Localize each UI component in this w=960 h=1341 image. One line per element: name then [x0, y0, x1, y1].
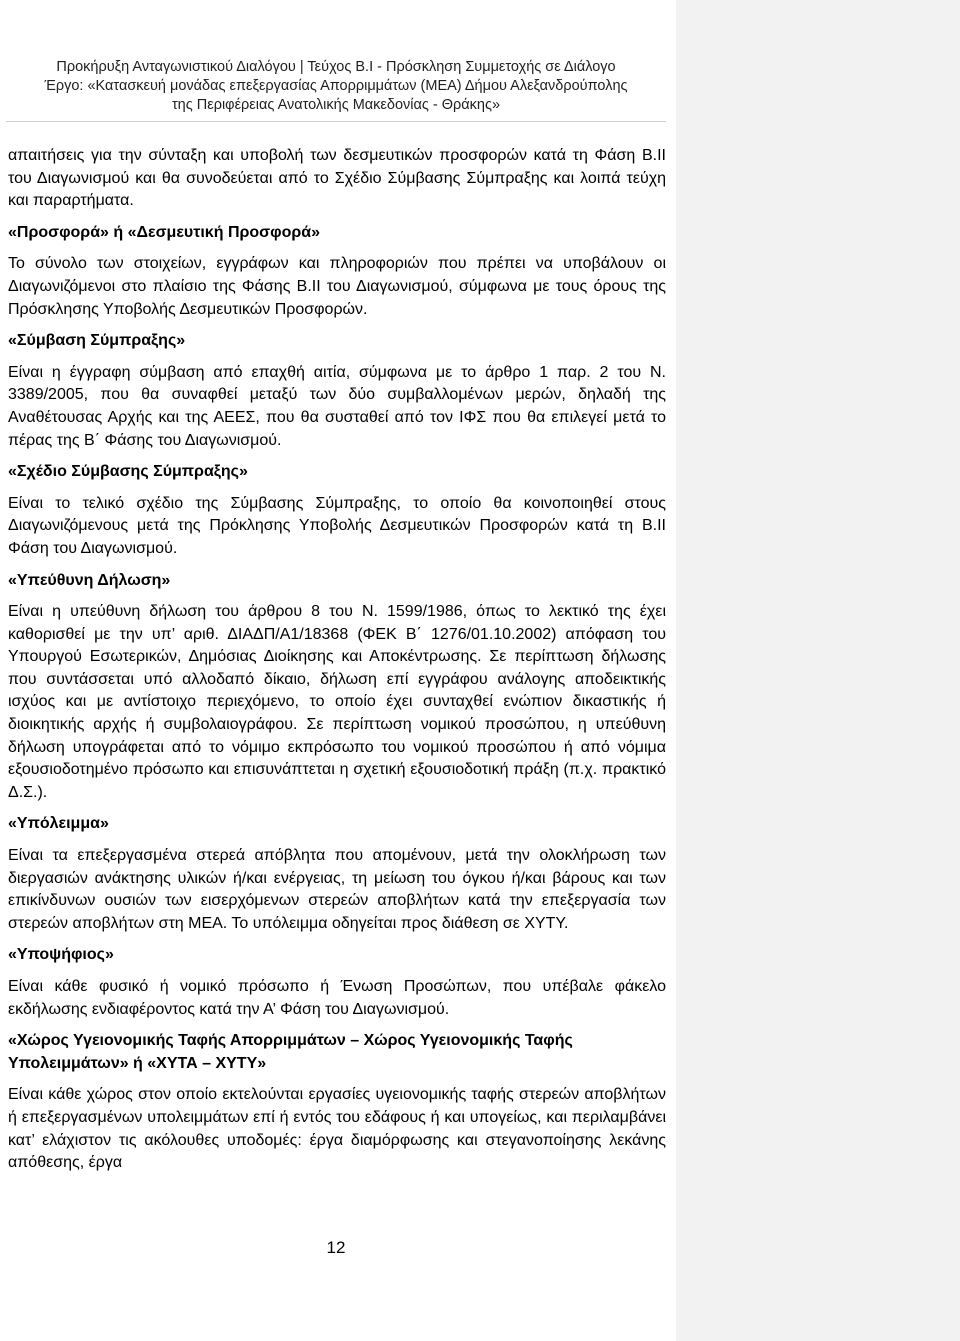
document-body — [8, 145, 666, 1184]
definition-text: Είναι η υπεύθυνη δήλωση του άρθρου 8 του Ν. 1599/1986, όπως το λεκτικό της έχει καθορισθεί με την υπ’ αριθ. ΔΙΑΔΠ/Α1/18368 (ΦΕΚ Β΄ 1276/01.10.2002) απόφαση του Υπουργού Εσωτερικών, Δημόσιας Διοίκησης και Αποκέντρωσης. Σε περίπτωση δήλωσης που συντάσσεται υπό αλλοδαπό δίκαιο, δήλωση επί εγγράφου ανάλογης αποδεικτικής ισχύος και με αντίστοιχο περιεχόμενο, το οποίο έχει συνταχθεί ενώπιον δικαστικής ή διοικητικής αρχής ή συμβολαιογράφου. Σε περίπτωση νομικού προσώπου, η υπεύθυνη δήλωση υπογράφεται από το νόμιμο εκπρόσωπο του νομικού προσώπου ή από νόμιμα εξουσιοδοτημένο πρόσωπο και επισυνάπτεται η σχετική εξουσιοδοτική πράξη (π.χ. πρακτικό Δ.Σ.). — [8, 603, 666, 801]
definition-term: «Υποψήφιος» — [8, 946, 114, 964]
definition-term: «Προσφορά» ή «Δεσμευτική Προσφορά» — [8, 223, 320, 241]
definition-text: Είναι το τελικό σχέδιο της Σύμβασης Σύμπραξης, το οποίο θα κοινοποιηθεί στους Διαγωνιζόμενους μετά της Πρόκλησης Υποβολής Δεσμευτικών Προσφορών κατά τη Β.ΙΙ Φάση του Διαγωνισμού. — [8, 494, 666, 557]
definition-text: Είναι τα επεξεργασμένα στερεά απόβλητα που απομένουν, μετά την ολοκλήρωση των διεργασιών ανάκτησης υλικών ή/και ενέργειας, τη μείωση του όγκου ή/και βάρους και των επικίνδυνων ουσιών των εισερχόμενων στερεών αποβλήτων κατά την επεξεργασία των στερεών αποβλήτων στη ΜΕΑ. Το υπόλειμμα οδηγείται προς διάθεση σε ΧΥΤΥ. — [8, 847, 666, 932]
definition-text: Είναι κάθε χώρος στον οποίο εκτελούνται εργασίες υγειονομικής ταφής στερεών αποβλήτων ή επεξεργασμένων υπολειμμάτων επί ή εντός του εδάφους ή και υπογείως, και περιλαμβάνει κατ’ ελάχιστον τις ακόλουθες υποδομές: έργα διαμόρφωσης και στεγανοποίησης λεκάνης απόθεσης, έργα — [8, 1086, 666, 1172]
definition-text: Είναι κάθε φυσικό ή νομικό πρόσωπο ή Ένωση Προσώπων, που υπέβαλε φάκελο εκδήλωσης ενδιαφέροντος κατά την Α’ Φάση του Διαγωνισμού. — [8, 978, 666, 1018]
header-divider — [6, 121, 666, 122]
page-number: 12 — [326, 1238, 346, 1257]
header-line-3: της Περιφέρειας Ανατολικής Μακεδονίας - Θράκης» — [171, 97, 501, 113]
definition-term: «Σχέδιο Σύμβασης Σύμπραξης» — [8, 463, 248, 481]
definition-term: «Υπεύθυνη Δήλωση» — [8, 571, 171, 589]
definition-term: «Υπόλειμμα» — [8, 815, 109, 833]
header-line-1: Προκήρυξη Ανταγωνιστικού Διαλόγου | Τεύχος Β.Ι - Πρόσκληση Συμμετοχής σε Διάλογο — [56, 59, 616, 75]
definition-text: Είναι η έγγραφη σύμβαση από επαχθή αιτία, σύμφωνα με το άρθρο 1 παρ. 2 του Ν. 3389/2005, που θα συναφθεί μεταξύ των δύο συμβαλλομένων μερών, δηλαδή της Αναθέτουσας Αρχής και της ΑΕΕΣ, που θα συσταθεί από τον ΙΦΣ που θα επιλεγεί μετά το πέρας της Β΄ Φάσης του Διαγωνισμού. — [8, 363, 666, 449]
header-line-2: Έργο: «Κατασκευή μονάδας επεξεργασίας Απορριμμάτων (ΜΕΑ) Δήμου Αλεξανδρούπολης — [44, 78, 628, 94]
intro-paragraph: απαιτήσεις για την σύνταξη και υποβολή των δεσμευτικών προσφορών κατά τη Φάση Β.ΙΙ του Διαγωνισμού και θα συνοδεύεται από το Σχέδιο Σύμβασης Σύμπραξης και λοιπά τεύχη και παραρτήματα. — [8, 147, 666, 210]
comment-margin-panel — [676, 0, 960, 1341]
definition-text: Το σύνολο των στοιχείων, εγγράφων και πληροφοριών που πρέπει να υποβάλουν οι Διαγωνιζόμενοι στο πλαίσιο της Φάσης Β.ΙΙ του Διαγωνισμού, σύμφωνα με τους όρους της Πρόσκλησης Υποβολής Δεσμευτικών Προσφορών. — [8, 255, 666, 318]
page-header — [6, 58, 666, 115]
definition-term: «Σύμβαση Σύμπραξης» — [8, 332, 186, 350]
definition-term: «Χώρος Υγειονομικής Ταφής Απορριμμάτων – Χώρος Υγειονομικής Ταφής Υπολειμμάτων» ή «ΧΥΤΑ – ΧΥΤΥ» — [8, 1032, 573, 1072]
